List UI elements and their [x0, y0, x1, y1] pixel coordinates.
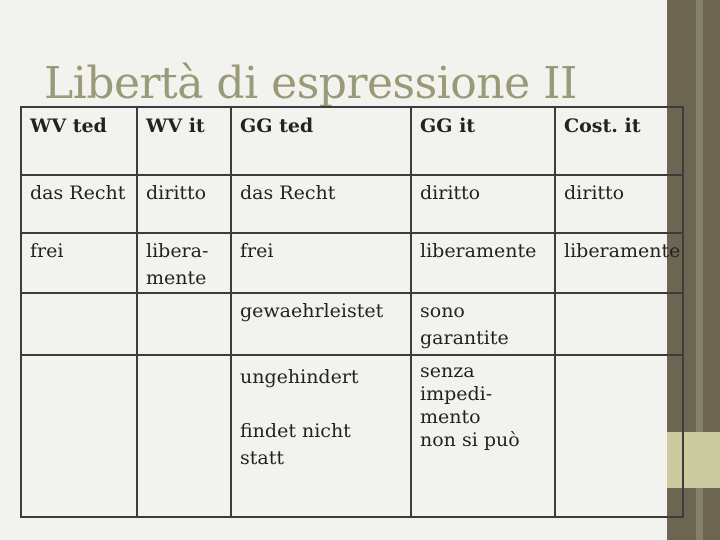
table-cell: liberamente	[411, 233, 555, 293]
header-cost-it: Cost. it	[555, 107, 683, 175]
header-gg-ted: GG ted	[231, 107, 411, 175]
table-cell: liberamente	[555, 233, 683, 293]
table-row	[21, 355, 683, 517]
table-cell: frei	[21, 233, 137, 293]
table-cell: ungehindert findet nicht statt	[231, 355, 411, 517]
slide-title: Libertà di espressione II	[44, 58, 577, 109]
table-cell	[21, 355, 137, 517]
table-cell: senza impedi- mento non si può	[411, 355, 555, 517]
table-cell: das Recht	[21, 175, 137, 233]
table-cell: diritto	[137, 175, 231, 233]
table-cell: gewaehrleistet	[231, 293, 411, 355]
header-gg-it: GG it	[411, 107, 555, 175]
table-row	[21, 293, 683, 355]
table-header-row	[21, 107, 683, 175]
table-cell: das Recht	[231, 175, 411, 233]
table-cell	[555, 355, 683, 517]
table-cell: frei	[231, 233, 411, 293]
table-cell	[555, 293, 683, 355]
table-cell	[137, 355, 231, 517]
table-cell	[137, 293, 231, 355]
table-cell: sono garantite	[411, 293, 555, 355]
table-row	[21, 233, 683, 293]
table-cell	[21, 293, 137, 355]
header-wv-it: WV it	[137, 107, 231, 175]
table-cell: diritto	[555, 175, 683, 233]
table-cell: libera- mente	[137, 233, 231, 293]
comparison-table	[20, 106, 684, 518]
table-row	[21, 175, 683, 233]
table-cell: diritto	[411, 175, 555, 233]
header-wv-ted: WV ted	[21, 107, 137, 175]
